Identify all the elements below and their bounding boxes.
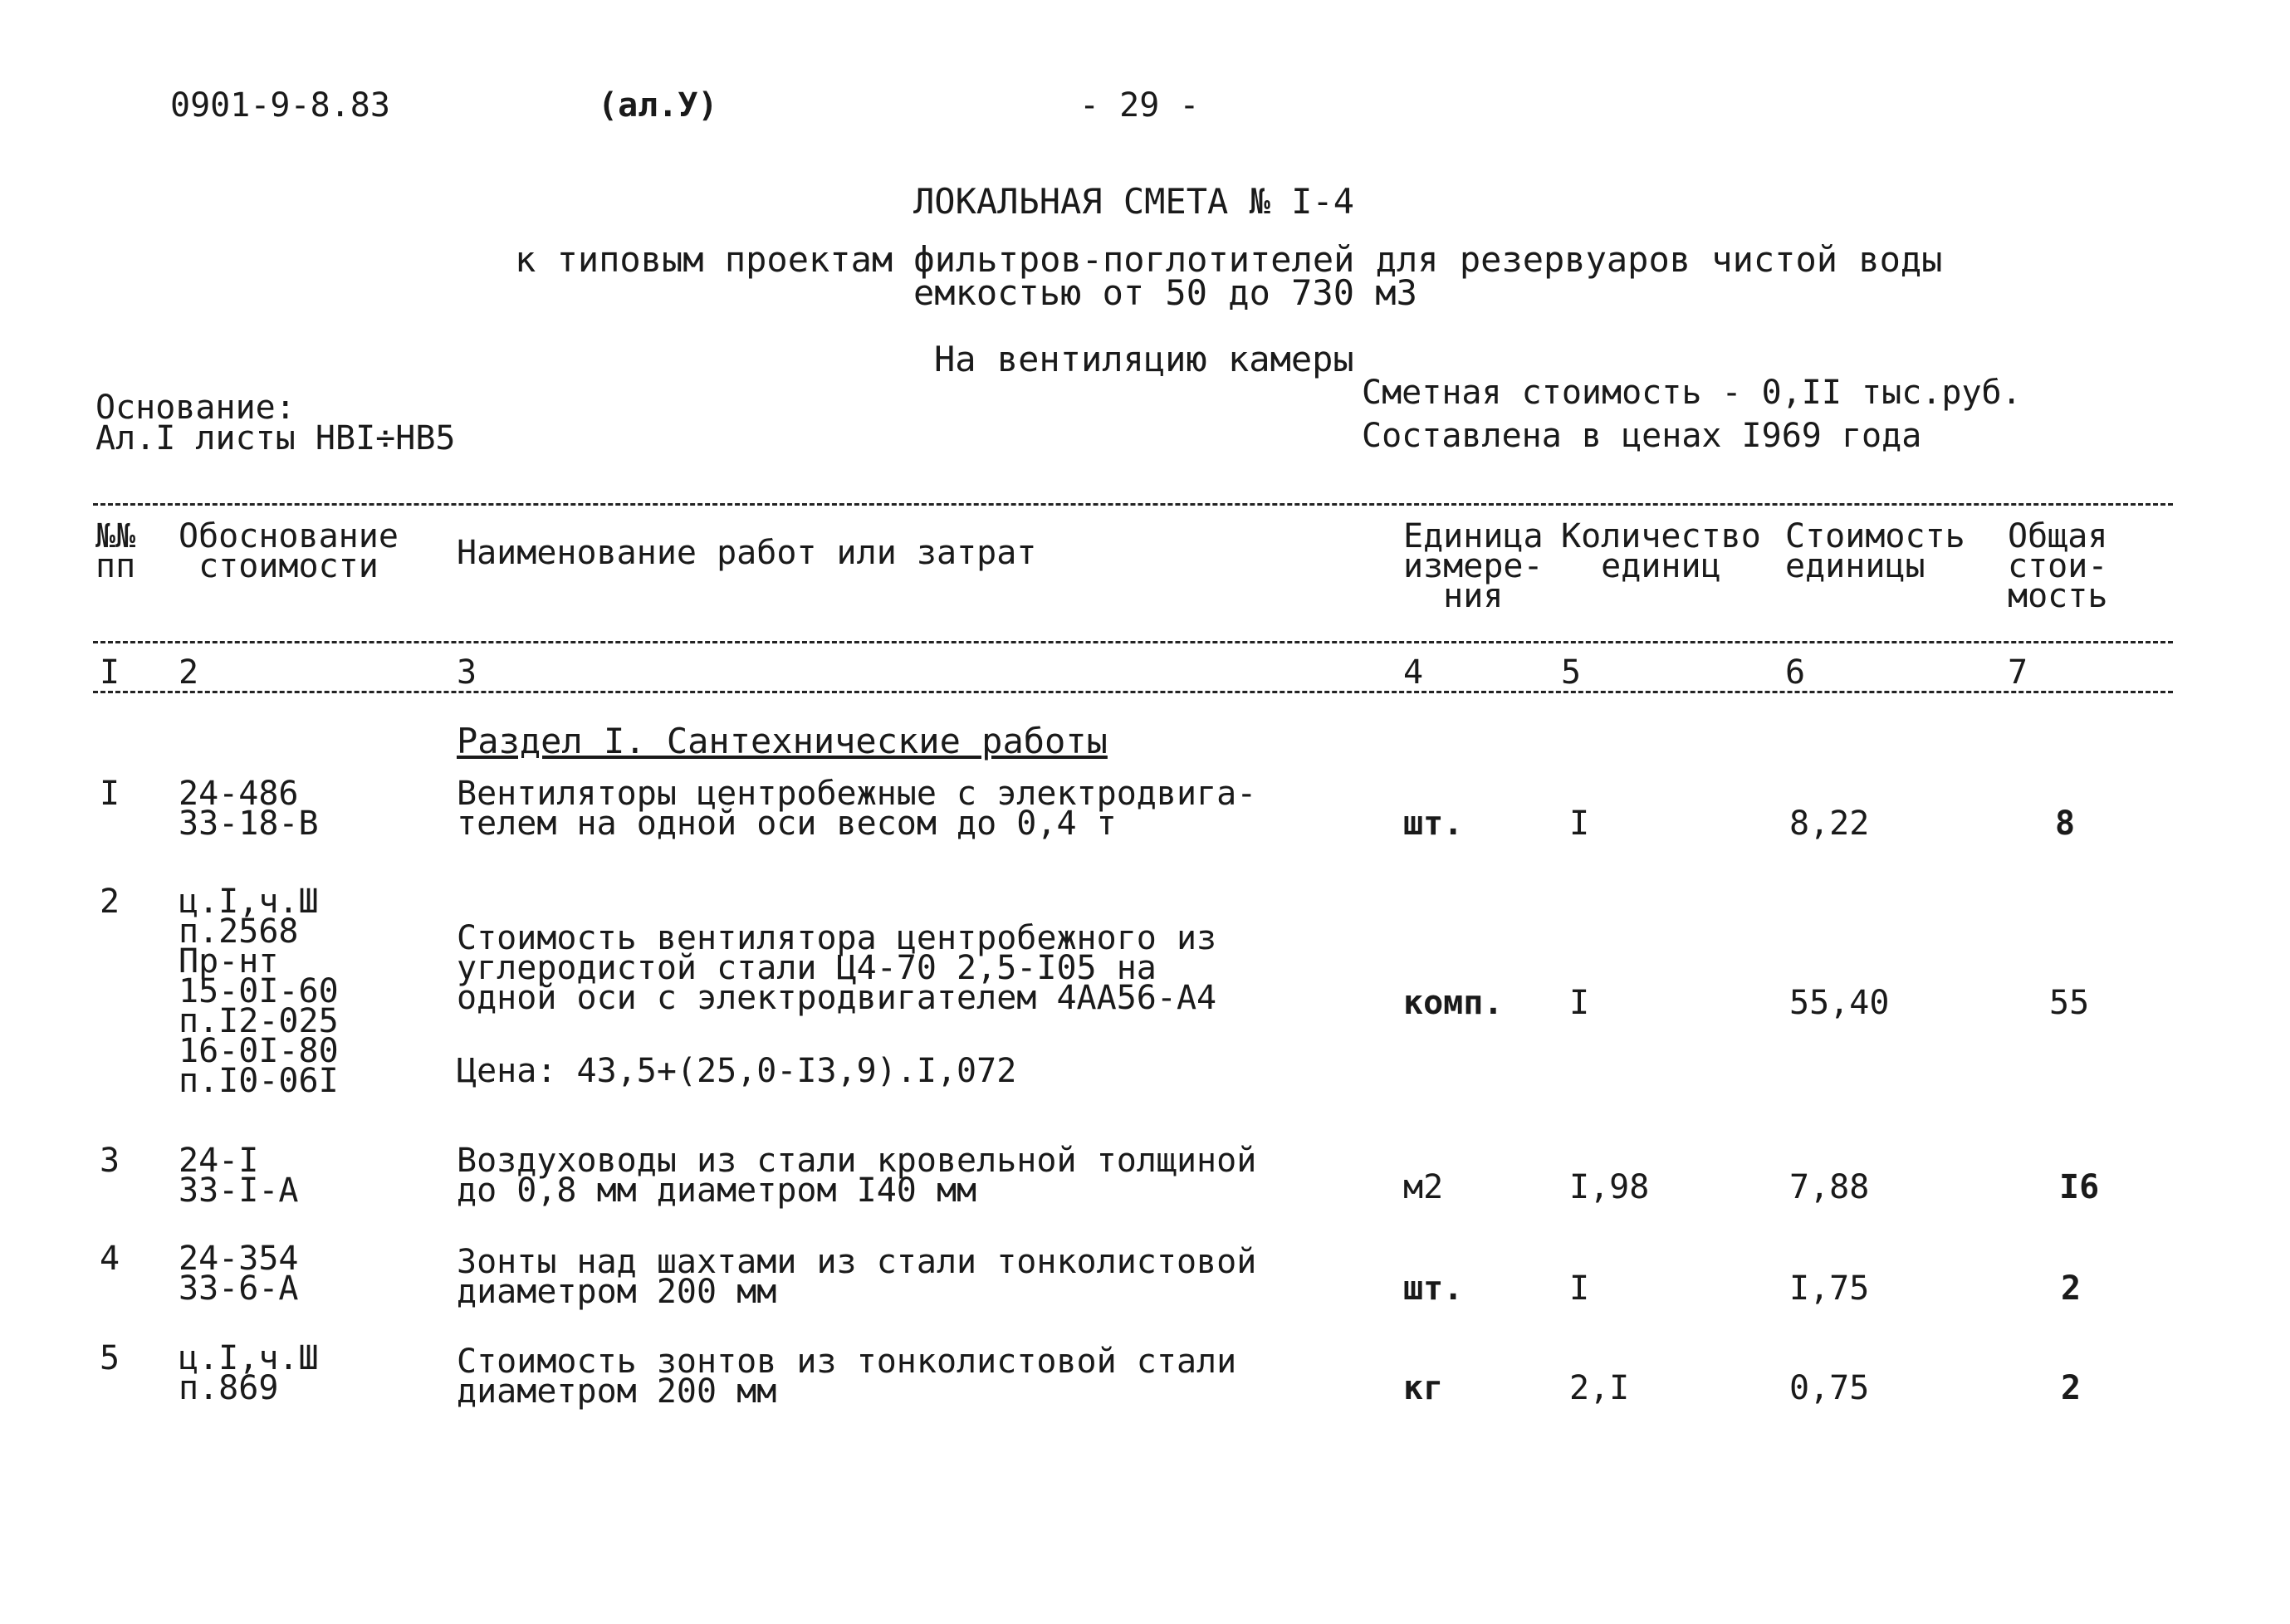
colnum-3: 3 bbox=[457, 653, 477, 692]
row-total: 8 bbox=[2055, 805, 2076, 843]
colnum-4: 4 bbox=[1403, 653, 1424, 692]
album-ref: (ал.У) bbox=[598, 86, 718, 125]
colnum-5: 5 bbox=[1561, 653, 1582, 692]
row-num: I bbox=[100, 775, 120, 813]
header-unit-cost: Стоимость единицы bbox=[1785, 517, 1965, 585]
table-colnum-rule bbox=[93, 691, 2173, 693]
row-num: 2 bbox=[100, 883, 120, 921]
row-unit: комп. bbox=[1403, 984, 1504, 1022]
row-basis: ц.I,ч.Ш п.869 bbox=[179, 1339, 319, 1407]
price-basis: Составлена в ценах I969 года bbox=[1362, 417, 1922, 455]
document-title: ЛОКАЛЬНАЯ СМЕТА № I-4 bbox=[913, 181, 1355, 222]
row-qty: I,98 bbox=[1569, 1168, 1650, 1206]
row-qty: I bbox=[1569, 984, 1590, 1022]
row-basis: 24-486 33-18-В bbox=[179, 775, 319, 843]
colnum-7: 7 bbox=[2008, 653, 2028, 692]
row-unit: м2 bbox=[1403, 1168, 1444, 1206]
basis-value: Ал.I листы НВI÷НВ5 bbox=[95, 419, 456, 457]
row-num: 4 bbox=[100, 1240, 120, 1278]
row-qty: 2,I bbox=[1569, 1369, 1630, 1407]
row-unit: шт. bbox=[1403, 805, 1464, 843]
row-num: 3 bbox=[100, 1142, 120, 1180]
row-price-note: Цена: 43,5+(25,0-I3,9).I,072 bbox=[457, 1052, 1017, 1090]
header-basis: Обоснование стоимости bbox=[179, 517, 399, 585]
row-name: Зонты над шахтами из стали тонколистовой диаметром 200 мм bbox=[457, 1243, 1257, 1311]
basis-label: Основание: bbox=[95, 389, 296, 427]
estimated-cost: Сметная стоимость - 0,II тыс.руб. bbox=[1362, 374, 2022, 412]
section-title: Раздел I. Сантехнические работы bbox=[457, 721, 1108, 761]
row-qty: I bbox=[1569, 805, 1590, 843]
document-code: 0901-9-8.83 bbox=[170, 86, 390, 125]
row-num: 5 bbox=[100, 1339, 120, 1377]
header-num: №№ пп bbox=[95, 517, 136, 585]
header-total: Общая стои- мость bbox=[2008, 517, 2108, 615]
row-basis: 24-I 33-I-А bbox=[179, 1142, 299, 1210]
row-total: 2 bbox=[2061, 1369, 2082, 1407]
colnum-2: 2 bbox=[179, 653, 199, 692]
page-number: - 29 - bbox=[1079, 86, 1200, 125]
row-name: Вентиляторы центробежные с электродвига- телем на одной оси весом до 0,4 т bbox=[457, 775, 1257, 843]
row-basis: ц.I,ч.Ш п.2568 Пр-нт 15-0I-60 п.I2-025 16-0I-80 п.I0-06I bbox=[179, 883, 339, 1100]
colnum-6: 6 bbox=[1785, 653, 1806, 692]
table-header-rule bbox=[93, 641, 2173, 643]
row-qty: I bbox=[1569, 1269, 1590, 1308]
estimate-subject: На вентиляцию камеры bbox=[934, 339, 1354, 379]
row-unit-cost: 7,88 bbox=[1789, 1168, 1870, 1206]
title-line-2: емкостью от 50 до 730 м3 bbox=[913, 272, 1417, 313]
header-qty: Количество единиц bbox=[1561, 517, 1761, 585]
header-unit: Единица измере- ния bbox=[1403, 517, 1544, 615]
row-total: I6 bbox=[2059, 1168, 2100, 1206]
header-name: Наименование работ или затрат bbox=[457, 534, 1037, 572]
row-name: Стоимость зонтов из тонколистовой стали диаметром 200 мм bbox=[457, 1343, 1237, 1411]
row-unit: кг bbox=[1403, 1369, 1444, 1407]
row-total: 55 bbox=[2049, 984, 2090, 1022]
row-unit-cost: 8,22 bbox=[1789, 805, 1870, 843]
row-basis: 24-354 33-6-А bbox=[179, 1240, 299, 1308]
row-total: 2 bbox=[2061, 1269, 2082, 1308]
colnum-1: I bbox=[100, 653, 120, 692]
row-name: Воздуховоды из стали кровельной толщиной до 0,8 мм диаметром I40 мм bbox=[457, 1142, 1257, 1210]
row-unit-cost: I,75 bbox=[1789, 1269, 1870, 1308]
title-line-1: к типовым проектам фильтров-поглотителей для резервуаров чистой воды bbox=[515, 239, 1943, 280]
row-unit: шт. bbox=[1403, 1269, 1464, 1308]
row-unit-cost: 0,75 bbox=[1789, 1369, 1870, 1407]
table-top-rule bbox=[93, 503, 2173, 506]
row-unit-cost: 55,40 bbox=[1789, 984, 1890, 1022]
row-name: Стоимость вентилятора центробежного из углеродистой стали Ц4-70 2,5-I05 на одной оси с электродвигателем 4АА56-А4 bbox=[457, 919, 1217, 1017]
